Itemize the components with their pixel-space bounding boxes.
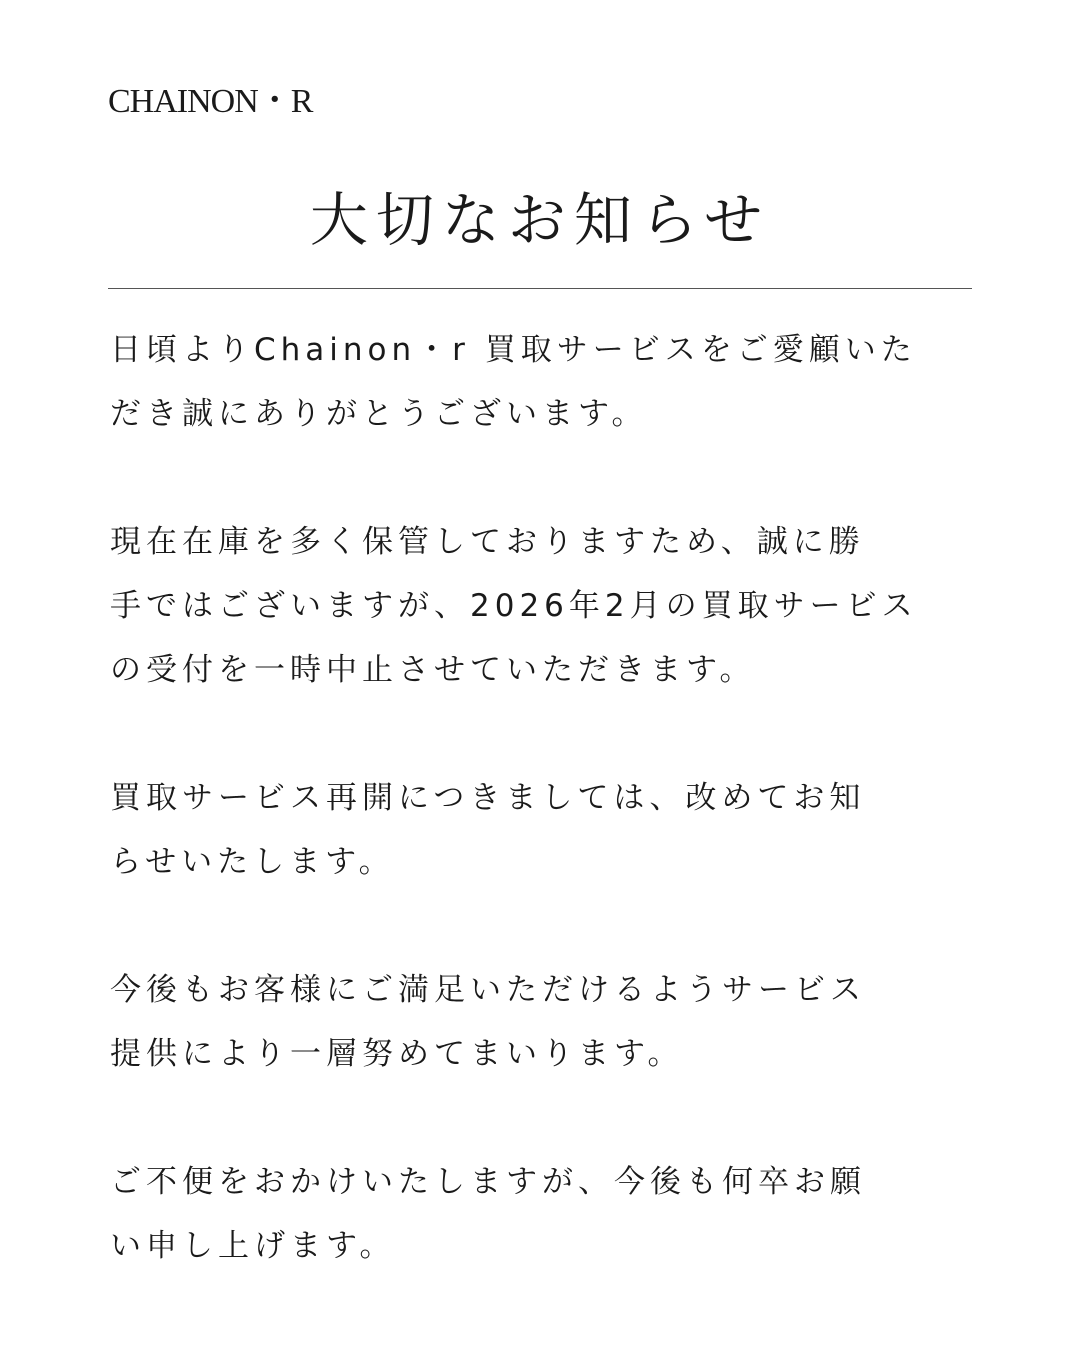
text-line: らせいたします。 xyxy=(110,844,395,880)
paragraph-gap xyxy=(110,1086,980,1150)
text-line: 日頃よりChainon・r 買取サービスをご愛顧いた xyxy=(110,332,917,368)
text-line: の受付を一時中止させていただきます。 xyxy=(110,652,756,688)
paragraph-greeting xyxy=(110,318,980,446)
brand-logo: CHAINON・R xyxy=(108,83,313,120)
paragraph-closing xyxy=(110,1150,980,1278)
paragraph-suspension xyxy=(110,510,980,702)
paragraph-gap xyxy=(110,702,980,766)
text-line: い申し上げます。 xyxy=(110,1228,396,1264)
text-line: 今後もお客様にご満足いただけるようサービス xyxy=(110,972,866,1008)
paragraph-commitment xyxy=(110,958,980,1086)
text-line: だき誠にありがとうございます。 xyxy=(110,396,648,432)
page-title: 大切なお知らせ xyxy=(309,186,771,254)
notice-body xyxy=(110,318,980,1278)
paragraph-gap xyxy=(110,446,980,510)
text-line: ご不便をおかけいたしますが、今後も何卒お願 xyxy=(110,1164,866,1200)
paragraph-gap xyxy=(110,894,980,958)
paragraph-resume xyxy=(110,766,980,894)
text-line: 現在在庫を多く保管しておりますため、誠に勝 xyxy=(110,524,865,560)
text-line: 提供により一層努めてまいります。 xyxy=(110,1036,684,1072)
title-divider xyxy=(108,288,972,289)
text-line: 手ではございますが、2026年2月の買取サービス xyxy=(110,588,918,624)
text-line: 買取サービス再開につきましては、改めてお知 xyxy=(110,780,866,816)
